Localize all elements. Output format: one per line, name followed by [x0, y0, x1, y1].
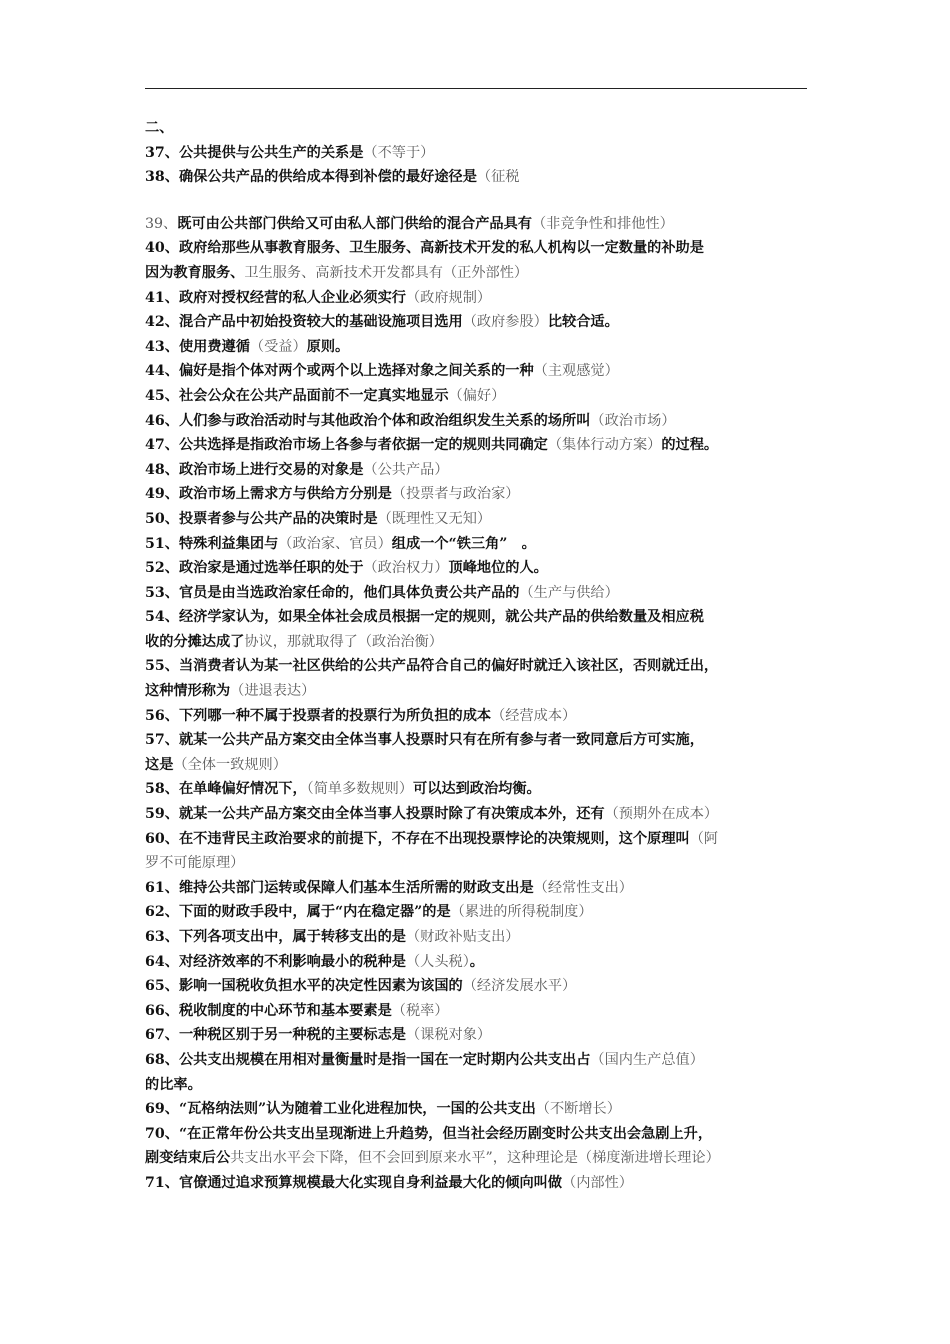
header-rule [145, 88, 807, 89]
list-item [145, 1171, 817, 1196]
list-item [145, 950, 817, 975]
item-number: 50、 [145, 510, 179, 527]
item-number: 57、 [145, 732, 179, 749]
item-question: 下列各项支出中，属于转移支出的是 [178, 929, 406, 945]
item-question-tail: 可以达到政治均衡。 [413, 781, 541, 798]
list-item [145, 359, 817, 384]
item-question-cont: 这是 [145, 756, 174, 773]
item-answer: （课税对象） [405, 1027, 492, 1044]
item-number: 39、 [145, 215, 178, 232]
item-number: 47、 [145, 437, 179, 454]
list-item [145, 556, 817, 581]
list-item [145, 141, 817, 166]
item-answer: （进退表达） [230, 683, 316, 700]
item-number: 46、 [145, 412, 179, 429]
item-question: 使用费遵循 [178, 338, 250, 355]
list-item [145, 433, 817, 458]
item-question: 经济学家认为，如果全体社会成员根据一定的规则，就公共产品的供给数量及相应税 [178, 609, 704, 626]
item-question: 在单峰偏好情况下， [178, 781, 307, 798]
item-answer: （政府参股） [462, 314, 548, 331]
list-item-continuation [145, 1073, 817, 1098]
list-item [145, 581, 817, 606]
item-answer: （受益） [249, 338, 307, 355]
list-item [145, 777, 817, 802]
question-list [145, 116, 817, 1196]
item-number: 37、 [145, 144, 179, 161]
list-item [145, 507, 817, 532]
item-number: 67、 [145, 1027, 179, 1044]
item-question: 官员是由当选政治家任命的，他们具体负责公共产品的 [178, 584, 520, 601]
item-number: 51、 [145, 535, 179, 552]
item-question: 在不违背民主政治要求的前提下，不存在不出现投票悖论的决策规则，这个原理叫 [178, 830, 690, 847]
item-answer: （内部性） [562, 1174, 633, 1191]
list-item [145, 900, 817, 925]
item-answer: （偏好） [448, 387, 506, 404]
item-answer: （公共产品） [363, 461, 449, 478]
item-answer: （税率） [391, 1002, 449, 1019]
item-number: 55、 [145, 658, 179, 675]
item-question: 影响一国税收负担水平的决定性因素为该国的 [178, 978, 463, 995]
item-question-cont: 因为教育服务、 [145, 264, 245, 281]
item-number: 44、 [145, 363, 179, 380]
item-question-tail: 组成一个“铁三角” 。 [391, 535, 536, 552]
item-number: 65、 [145, 978, 179, 995]
list-item [145, 728, 817, 753]
list-item [145, 999, 817, 1024]
item-question-cont: 这种情形称为 [145, 683, 231, 700]
item-number: 45、 [145, 387, 179, 404]
item-answer: （政治权力） [363, 560, 449, 577]
list-item [145, 654, 817, 679]
item-answer: （财政补贴支出） [405, 929, 520, 945]
item-answer: （既理性又无知） [377, 510, 492, 527]
list-item-continuation [145, 753, 817, 778]
item-question-tail: 比较合适。 [547, 314, 619, 331]
item-answer: （人头税） [405, 953, 470, 970]
item-question: “瓦格纳法则”认为随着工业化进程加快，一国的公共支出 [178, 1101, 536, 1118]
item-question: 公共提供与公共生产的关系是 [178, 144, 364, 161]
item-question: 既可由公共部门供给又可由私人部门供给的混合产品具有 [177, 215, 532, 232]
list-item [145, 212, 817, 237]
item-question: 公共支出规模在用相对量衡量时是指一国在一定时期内公共支出占 [178, 1051, 591, 1068]
list-item [145, 1048, 817, 1073]
list-item [145, 1122, 817, 1147]
item-number: 40、 [145, 240, 179, 257]
list-item [145, 236, 817, 261]
list-item [145, 532, 817, 557]
list-item [145, 1097, 817, 1122]
item-number: 70、 [145, 1125, 179, 1142]
item-question: 下列哪一种不属于投票者的投票行为所负担的成本 [178, 707, 492, 724]
item-number: 63、 [145, 929, 179, 945]
item-number: 61、 [145, 879, 179, 896]
item-question: 维持公共部门运转或保障人们基本生活所需的财政支出是 [178, 879, 534, 896]
list-item [145, 605, 817, 630]
section-heading: 二、 [145, 120, 174, 136]
item-question: 就某一公共产品方案交由全体当事人投票时只有在所有参与者一致同意后方可实施， [178, 732, 704, 749]
item-question: 公共选择是指政治市场上各参与者依据一定的规则共同确定 [178, 437, 548, 454]
item-number: 68、 [145, 1051, 179, 1068]
list-item [145, 310, 817, 335]
item-question: 特殊利益集团与 [178, 535, 279, 552]
item-number: 64、 [145, 953, 179, 970]
item-answer: （不等于） [363, 144, 435, 161]
list-item [145, 876, 817, 901]
list-item-continuation [145, 630, 817, 655]
item-question: 就某一公共产品方案交由全体当事人投票时除了有决策成本外，还有 [178, 806, 605, 823]
item-answer: （政治家、官员） [278, 535, 392, 552]
item-question: 人们参与政治活动时与其他政治个体和政治组织发生关系的场所叫 [178, 412, 591, 429]
list-item [145, 827, 817, 852]
item-question: “在正常年份公共支出呈现渐进上升趋势，但当社会经历剧变时公共支出会急剧上升， [178, 1125, 713, 1142]
paragraph-gap [145, 190, 817, 212]
item-question: 官僚通过追求预算规模最大化实现自身利益最大化的倾向叫做 [178, 1174, 563, 1191]
item-answer: （国内生产总值） [590, 1051, 704, 1068]
item-question: 政府对授权经营的私人企业必须实行 [178, 289, 406, 306]
item-question: 社会公众在公共产品面前不一定真实地显示 [178, 387, 449, 404]
list-item [145, 409, 817, 434]
list-item [145, 925, 817, 950]
item-answer: （主观感觉） [533, 363, 619, 380]
item-answer: （政府规制） [405, 289, 492, 306]
item-number: 43、 [145, 338, 179, 355]
item-question-cont: 的比率。 [145, 1076, 202, 1093]
item-number: 52、 [145, 560, 179, 577]
item-number: 42、 [145, 314, 179, 331]
item-answer: （经营成本） [491, 707, 577, 724]
list-item [145, 384, 817, 409]
list-item [145, 1023, 817, 1048]
list-item [145, 335, 817, 360]
item-number: 54、 [145, 609, 179, 626]
item-answer: （经济发展水平） [462, 978, 577, 995]
list-item [145, 802, 817, 827]
item-question: 当消费者认为某一社区供给的公共产品符合自己的偏好时就迁入该社区，否则就迁出， [178, 658, 719, 675]
list-item-continuation [145, 1146, 817, 1171]
list-item-continuation [145, 261, 817, 286]
item-number: 38、 [145, 169, 179, 186]
item-number: 71、 [145, 1174, 179, 1191]
item-question-cont: 收的分摊达成了 [145, 633, 245, 650]
item-question-cont: 剧变结束后公 [145, 1150, 231, 1167]
item-answer: 卫生服务、高新技术开发都具有（正外部性） [244, 264, 529, 281]
list-item [145, 458, 817, 483]
item-question: 政府给那些从事教育服务、卫生服务、高新技术开发的私人机构以一定数量的补助是 [178, 240, 704, 257]
item-answer: （经常性支出） [533, 879, 633, 896]
item-question-tail: 顶峰地位的人。 [448, 560, 548, 577]
item-number: 48、 [145, 461, 179, 478]
item-number: 53、 [145, 584, 179, 601]
item-number: 56、 [145, 707, 179, 724]
item-answer: （阿 [689, 830, 719, 847]
item-number: 60、 [145, 830, 179, 847]
item-question: 税收制度的中心环节和基本要素是 [178, 1002, 392, 1019]
item-question: 政治家是通过选举任职的处于 [178, 560, 364, 577]
list-item-continuation [145, 851, 817, 876]
item-answer: （简单多数规则） [306, 781, 414, 798]
item-number: 49、 [145, 486, 179, 503]
item-answer: （不断增长） [535, 1101, 621, 1118]
list-item [145, 974, 817, 999]
item-answer: （投票者与政治家） [391, 486, 520, 503]
item-answer: （累进的所得税制度） [450, 904, 593, 921]
item-answer-cont: 罗不可能原理） [145, 855, 245, 872]
item-question-tail: 。 [469, 953, 484, 970]
item-answer: 协议，那就取得了（政治治衡） [244, 633, 443, 650]
item-answer: （生产与供给） [519, 584, 619, 601]
item-question: 政治市场上需求方与供给方分别是 [178, 486, 392, 503]
list-item [145, 482, 817, 507]
item-number: 41、 [145, 289, 179, 306]
item-question: 对经济效率的不利影响最小的税种是 [178, 953, 406, 970]
item-answer: （政治市场） [590, 412, 676, 429]
list-item-continuation [145, 679, 817, 704]
item-number: 69、 [145, 1101, 179, 1118]
item-answer: （全体一致规则） [173, 756, 287, 773]
item-number: 58、 [145, 781, 179, 798]
item-answer: （预期外在成本） [604, 806, 719, 823]
item-answer: （征税 [476, 169, 520, 186]
item-question: 政治市场上进行交易的对象是 [178, 461, 364, 478]
item-question-tail: 的过程。 [661, 437, 719, 454]
item-question: 确保公共产品的供给成本得到补偿的最好途径是 [178, 169, 477, 186]
item-question-tail: 原则。 [306, 338, 350, 355]
list-item [145, 165, 817, 190]
item-question: 混合产品中初始投资较大的基础设施项目选用 [178, 314, 463, 331]
item-number: 62、 [145, 904, 179, 921]
item-question: 投票者参与公共产品的决策时是 [178, 510, 378, 527]
item-number: 66、 [145, 1002, 179, 1019]
item-question: 偏好是指个体对两个或两个以上选择对象之间关系的一种 [178, 363, 534, 380]
item-question: 下面的财政手段中，属于“内在稳定器”的是 [178, 904, 451, 921]
item-number: 59、 [145, 806, 179, 823]
list-item [145, 286, 817, 311]
item-answer: 共支出水平会下降，但不会回到原来水平”，这种理论是（梯度渐进增长理论） [230, 1150, 720, 1167]
item-answer: （集体行动方案） [547, 437, 662, 454]
list-item [145, 704, 817, 729]
item-answer: （非竞争性和排他性） [531, 215, 674, 232]
item-question: 一种税区别于另一种税的主要标志是 [178, 1027, 406, 1044]
